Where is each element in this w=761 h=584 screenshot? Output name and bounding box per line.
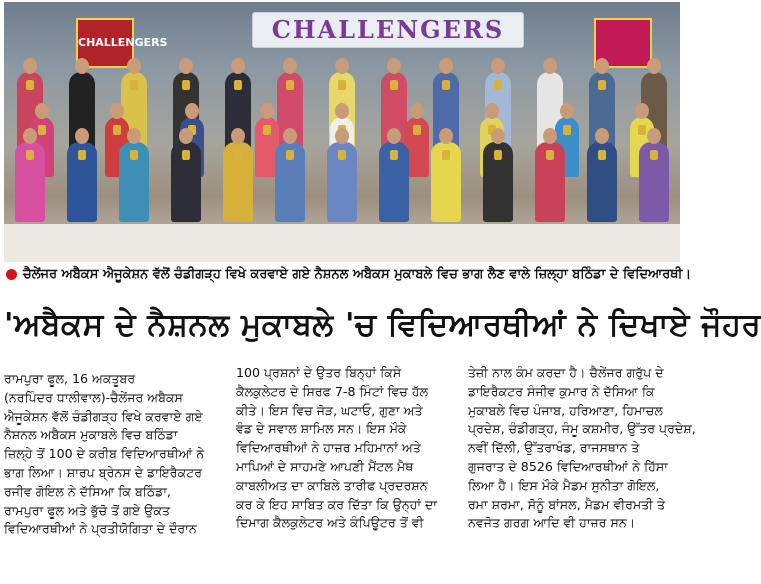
text-line: ਮਾਪਿਆਂ ਦੇ ਸਾਹਮਣੇ ਆਪਣੀ ਮੈਂਟਲ ਮੈਥ bbox=[236, 458, 414, 474]
floor bbox=[4, 224, 680, 262]
caption-text: ਚੈਲੇਂਜਰ ਅਬੈਕਸ ਐਜੂਕੇਸ਼ਨ ਵੱਲੋਂ ਚੰਡੀਗੜ੍ਹ ਵਿਖੇ ਕਰਵਾਏ ਗਏ ਨੈਸ਼ਨਲ ਅਬੈਕਸ ਮੁਕਾਬਲੇ ਵਿਚ ਭਾਗ ਲੈਣ ਵਾਲੇ ਜ਼ਿਲ੍ਹਾ ਬਠਿੰਡਾ ਦੇ ਵਿਦਿਆਰਥੀ। bbox=[23, 267, 692, 282]
text-line: ਗੁਜਰਾਤ ਦੇ 8526 ਵਿਦਿਆਰਥੀਆਂ ਨੇ ਹਿੱਸਾ bbox=[468, 458, 668, 474]
red-bullet-icon bbox=[6, 269, 17, 280]
text-line: ਭਾਗ ਲਿਆ। ਸ਼ਾਰਪ ਬ੍ਰੇਨਸ ਦੇ ਡਾਇਰੈਕਟਰ bbox=[4, 464, 203, 480]
headline: 'ਅਬੈਕਸ ਦੇ ਨੈਸ਼ਨਲ ਮੁਕਾਬਲੇ 'ਚ ਵਿਦਿਆਰਥੀਆਂ ਨੇ ਦਿਖਾਏ ਜੌਹਰ bbox=[4, 307, 761, 343]
text-line: ਦਿਮਾਗ ਕੈਲਕੁਲੇਟਰ ਅਤੇ ਕੰਪਿਊਟਰ ਤੋਂ ਵੀ bbox=[236, 515, 424, 531]
text-line: ਕੈਲਕੁਲੇਟਰ ਦੇ ਸਿਰਫ 7-8 ਮਿੰਟਾਂ ਵਿਚ ਹੱਲ bbox=[236, 383, 429, 399]
text-line: ਵੰਡ ਦੇ ਸਵਾਲ ਸ਼ਾਮਿਲ ਸਨ। ਇਸ ਮੌਕੇ bbox=[236, 421, 407, 437]
text-line: ਵਿਦਿਆਰਥੀਆਂ ਨੇ ਪ੍ਰਤੀਯੋਗਿਤਾ ਦੇ ਦੌਰਾਨ bbox=[4, 521, 197, 537]
text-line: ਕਰ ਕੇ ਇਹ ਸਾਬਿਤ ਕਰ ਦਿੱਤਾ ਕਿ ਉਨ੍ਹਾਂ ਦਾ bbox=[236, 496, 437, 512]
challengers-sign-left: CHALLENGERS bbox=[76, 18, 134, 68]
text-line: ਰਜੀਵ ਗੋਇਲ ਨੇ ਦੱਸਿਆ ਕਿ ਬਠਿੰਡਾ, bbox=[4, 483, 171, 499]
text-line: ਤੇਜ਼ੀ ਨਾਲ ਕੰਮ ਕਰਦਾ ਹੈ। ਚੈਲੇਂਜਰ ਗਰੁੱਪ ਦੇ bbox=[468, 365, 664, 380]
photo-caption bbox=[4, 264, 692, 286]
text-line: ਕਾਬਲੀਅਤ ਦਾ ਕਾਬਿਲੇ ਤਾਰੀਫ ਪ੍ਰਦਰਸ਼ਨ bbox=[236, 477, 428, 493]
text-line: ਐਜੂਕੇਸ਼ਨ ਵੱਲੋਂ ਚੰਡੀਗੜ੍ਹ ਵਿਖੇ ਕਰਵਾਏ ਗਏ bbox=[4, 408, 203, 424]
front-row-students bbox=[4, 142, 680, 222]
text-line: ਕੀਤੇ। ਇਸ ਵਿਚ ਜੋੜ, ਘਟਾਓ, ਗੁਣਾ ਅਤੇ bbox=[236, 402, 423, 418]
column-3 bbox=[468, 364, 696, 578]
text-line: ਨਵਜੋਤ ਗਰਗ ਆਦਿ ਵੀ ਹਾਜ਼ਰ ਸਨ। bbox=[468, 515, 636, 531]
text-line: ਰਮਾ ਸ਼ਰਮਾ, ਸੋਨੂੰ ਬਾਂਸਲ, ਮੈਡਮ ਵੀਰਮਤੀ ਤੇ bbox=[468, 496, 666, 512]
article-body bbox=[4, 364, 696, 578]
text-line: ਲਿਆ ਹੈ। ਇਸ ਮੌਕੇ ਮੈਡਮ ਸੁਨੀਤਾ ਗੋਇਲ, bbox=[468, 477, 660, 493]
text-line: ਰਾਮਪੁਰਾ ਫੂਲ ਅਤੇ ਭੁੱਚੋ ਤੋਂ ਗਏ ਉਕਤ bbox=[4, 502, 171, 518]
text-line: ਮੁਕਾਬਲੇ ਵਿਚ ਪੰਜਾਬ, ਹਰਿਆਣਾ, ਹਿਮਾਚਲ bbox=[468, 402, 663, 418]
text-line: ਵਿਦਿਆਰਥੀਆਂ ਨੇ ਹਾਜ਼ਰ ਮਹਿਮਾਨਾਂ ਅਤੇ bbox=[236, 440, 421, 456]
text-line: ਜ਼ਿਲ੍ਹੇ ਤੋਂ 100 ਦੇ ਕਰੀਬ ਵਿਦਿਆਰਥੀਆਂ ਨੇ bbox=[4, 446, 205, 462]
text-line: ਰਾਮਪੁਰਾ ਫੂਲ, 16 ਅਕਤੂਬਰ bbox=[4, 371, 136, 386]
column-2 bbox=[236, 364, 458, 578]
text-line: (ਨਰਪਿੰਦਰ ਧਾਲੀਵਾਲ)-ਚੈਲੇਂਜਰ ਅਬੈਕਸ bbox=[4, 389, 183, 405]
text-line: ਪ੍ਰਦੇਸ਼, ਚੰਡੀਗੜ੍ਹ, ਜੰਮੂ ਕਸ਼ਮੀਰ, ਉੱਤਰ ਪ੍ਰਦੇਸ਼, bbox=[468, 421, 696, 437]
text-line: 100 ਪ੍ਰਸ਼ਨਾਂ ਦੇ ਉਤਰ ਬਿਨ੍ਹਾਂ ਕਿਸੇ bbox=[236, 365, 402, 380]
text-line: ਨੈਸ਼ਨਲ ਅਬੈਕਸ ਮੁਕਾਬਲੇ ਵਿਚ ਬਠਿੰਡਾ bbox=[4, 427, 178, 443]
column-1 bbox=[4, 370, 226, 584]
text-line: ਨਵੀਂ ਦਿੱਲੀ, ਉੱਤਰਾਖੰਡ, ਰਾਜਸਥਾਨ ਤੇ bbox=[468, 440, 640, 456]
challengers-banner: CHALLENGERS bbox=[252, 12, 524, 48]
group-photo bbox=[4, 2, 680, 262]
text-line: ਡਾਇਰੈਕਟਰ ਸੰਜੀਵ ਕੁਮਾਰ ਨੇ ਦੱਸਿਆ ਕਿ bbox=[468, 383, 655, 399]
